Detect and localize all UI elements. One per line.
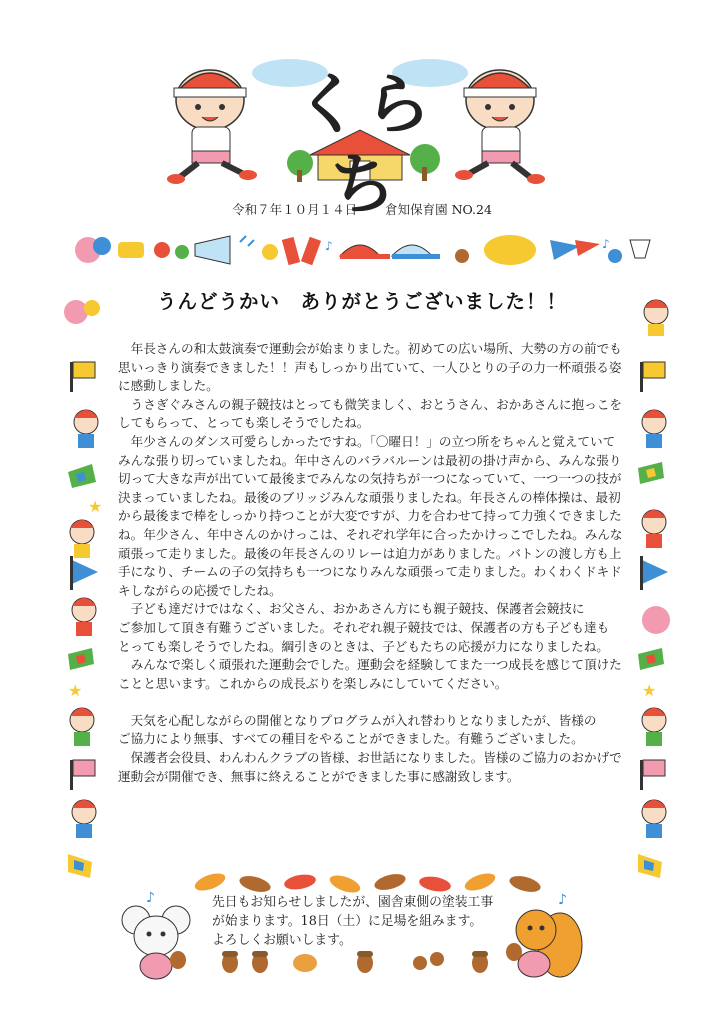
running-child-right-icon xyxy=(455,70,545,184)
running-child-icon xyxy=(642,510,666,548)
mouse-icon xyxy=(118,890,198,980)
article-headline: うんどうかい ありがとうございました！！ xyxy=(156,290,567,313)
svg-text:★: ★ xyxy=(88,497,103,516)
body-line: みんなで楽しく頑張れた運動会でした。運動会を経験してまた一つ成長を感じて頂けた xyxy=(130,657,622,673)
autumn-leaf-icon xyxy=(283,872,317,891)
notice-line: が始まります。18日（土）に足場を組みます。 xyxy=(212,914,483,929)
flag-icon xyxy=(70,362,95,392)
body-line: 手になり、チームの子の気持ちも一つになりみんな頑張って走りました。わくわくドキド xyxy=(118,564,622,580)
autumn-leaf-icon xyxy=(463,870,498,894)
body-line: 運動会が開催でき、無事に終えることができました事に感謝致します。 xyxy=(118,768,520,784)
running-child-icon xyxy=(642,708,666,746)
running-child-icon xyxy=(74,410,98,448)
body-line: 保護者会役員、わんわんクラブの皆様、お世話になりました。皆様のご協力のおかげで xyxy=(130,750,622,766)
body-line: 頑張って走りました。最後の年長さんのリレーは迫力がありました。バトンの渡し方も上 xyxy=(118,545,622,561)
svg-text:♪: ♪ xyxy=(558,892,567,908)
flag-icon xyxy=(70,760,95,790)
flag-icon xyxy=(68,648,94,670)
body-line: 決まっていましたね。最後のブリッジみんな頑張りましたね。年長さんの棒体操は、最初 xyxy=(118,489,621,505)
body-line: ご協力により無事、すべての種目をやることができました。有難うございました。 xyxy=(118,731,584,747)
acorn-icon xyxy=(413,952,444,970)
star-icon xyxy=(68,681,82,700)
svg-text:★: ★ xyxy=(642,681,657,700)
decorative-strip xyxy=(70,232,660,268)
flag-icon xyxy=(640,362,665,392)
running-child-icon xyxy=(644,300,668,336)
body-line: キしながらの応援でしたね。 xyxy=(118,582,282,598)
star-icon xyxy=(88,497,102,516)
running-child-icon xyxy=(642,800,666,838)
acorn-icon xyxy=(357,951,373,973)
issuer-name: 倉知保育園 NO.24 xyxy=(385,202,492,217)
body-line: から最後まで棒をしっかり持つことが大変ですが、力を合わせて持って力強くできました xyxy=(118,508,622,524)
flag-icon xyxy=(640,556,668,590)
construction-notice xyxy=(212,893,532,950)
autumn-leaf-icon xyxy=(238,873,273,895)
body-line: 年長さんの和太鼓演奏で運動会が始まりました。初めての広い場所、大勢の方の前でも xyxy=(130,341,622,356)
flag-icon xyxy=(638,854,662,878)
body-line: してもらって、とっても楽しそうでしたね。 xyxy=(118,415,370,431)
flag-icon xyxy=(68,464,96,488)
music-note-icon: ♪ xyxy=(325,239,333,253)
body-line: とっても楽しそうでしたね。綱引きのときは、子どもたちの応援が力になりましたね。 xyxy=(118,638,609,654)
running-child-icon xyxy=(642,410,666,448)
issue-date: 令和７年１０月１４日 xyxy=(232,202,358,217)
megaphone-icon xyxy=(195,236,230,264)
music-note-icon: ♪ xyxy=(602,237,610,251)
svg-text:★: ★ xyxy=(68,681,83,700)
body-line: ご参加して頂き有難うございました。それぞれ親子競技では、保護者の方も子ども達も xyxy=(118,619,610,635)
body-line: 切って大きな声が出ていて最後までみんなの気持ちが一つになっていて、一つ一つの技が xyxy=(118,471,622,487)
pompom-icon xyxy=(642,606,670,634)
body-line: みんな張り切っていましたね。年中さんのバラバルーンは最初の掛け声から、みんな張り xyxy=(118,452,622,468)
cap-icon xyxy=(392,245,440,259)
newsletter-title: くらち xyxy=(295,66,435,223)
running-child-icon xyxy=(70,708,94,746)
flag-icon xyxy=(68,854,92,878)
dateline xyxy=(0,200,724,218)
acorn-icon xyxy=(472,951,488,973)
flag-icon xyxy=(640,760,665,790)
pompom-icon xyxy=(64,300,100,324)
flag-icon xyxy=(70,556,98,590)
running-child-icon xyxy=(70,520,94,558)
article-body xyxy=(118,340,623,786)
notice-line: 先日もお知らせしましたが、園舎東側の塗装工事 xyxy=(212,895,494,910)
acorn-icon xyxy=(293,954,317,972)
left-decorative-border xyxy=(62,292,112,892)
running-child-icon xyxy=(72,800,96,838)
autumn-leaf-icon xyxy=(418,874,452,893)
svg-text:♪: ♪ xyxy=(146,890,155,906)
pompom-icon xyxy=(75,237,111,263)
star-icon xyxy=(642,681,656,700)
body-line: 子ども達だけではなく、お父さん、おかあさん方にも親子競技、保護者会競技に xyxy=(130,601,585,617)
notice-line: よろしくお願いします。 xyxy=(212,933,352,948)
body-line: うさぎぐみさんの親子競技はとっても微笑ましく、おとうさん、おかあさんに抱っこを xyxy=(130,396,623,412)
running-child-icon xyxy=(72,598,96,636)
right-decorative-border xyxy=(632,292,682,892)
body-line: ね。年少さん、年中さんのかけっこは、それぞれ学年に合ったかけっこでしたね。みんな xyxy=(118,526,623,542)
flag-icon xyxy=(638,462,664,484)
body-line: ことと思います。これからの成長ぶりを楽しみにしていてください。 xyxy=(118,675,508,691)
cap-icon xyxy=(340,245,390,259)
acorn-icon xyxy=(222,951,238,973)
autumn-leaf-icon xyxy=(373,871,408,893)
body-line: 天気を心配しながらの開催となりプログラムが入れ替わりとなりましたが、皆様の xyxy=(130,712,597,728)
body-line: 年少さんのダンス可愛らしかったですね。「〇曜日！」の立つ所をちゃんと覚えていて xyxy=(130,433,616,449)
acorn-icon xyxy=(252,951,268,973)
running-child-left-icon xyxy=(167,70,257,184)
flag-icon xyxy=(638,648,664,670)
body-line: 思いっきり演奏できました！！声もしっかり出ていて、一人ひとりの子の力一杯頑張る姿 xyxy=(118,359,622,375)
body-line: に感動しました。 xyxy=(118,378,219,394)
acorns-row xyxy=(215,945,505,975)
